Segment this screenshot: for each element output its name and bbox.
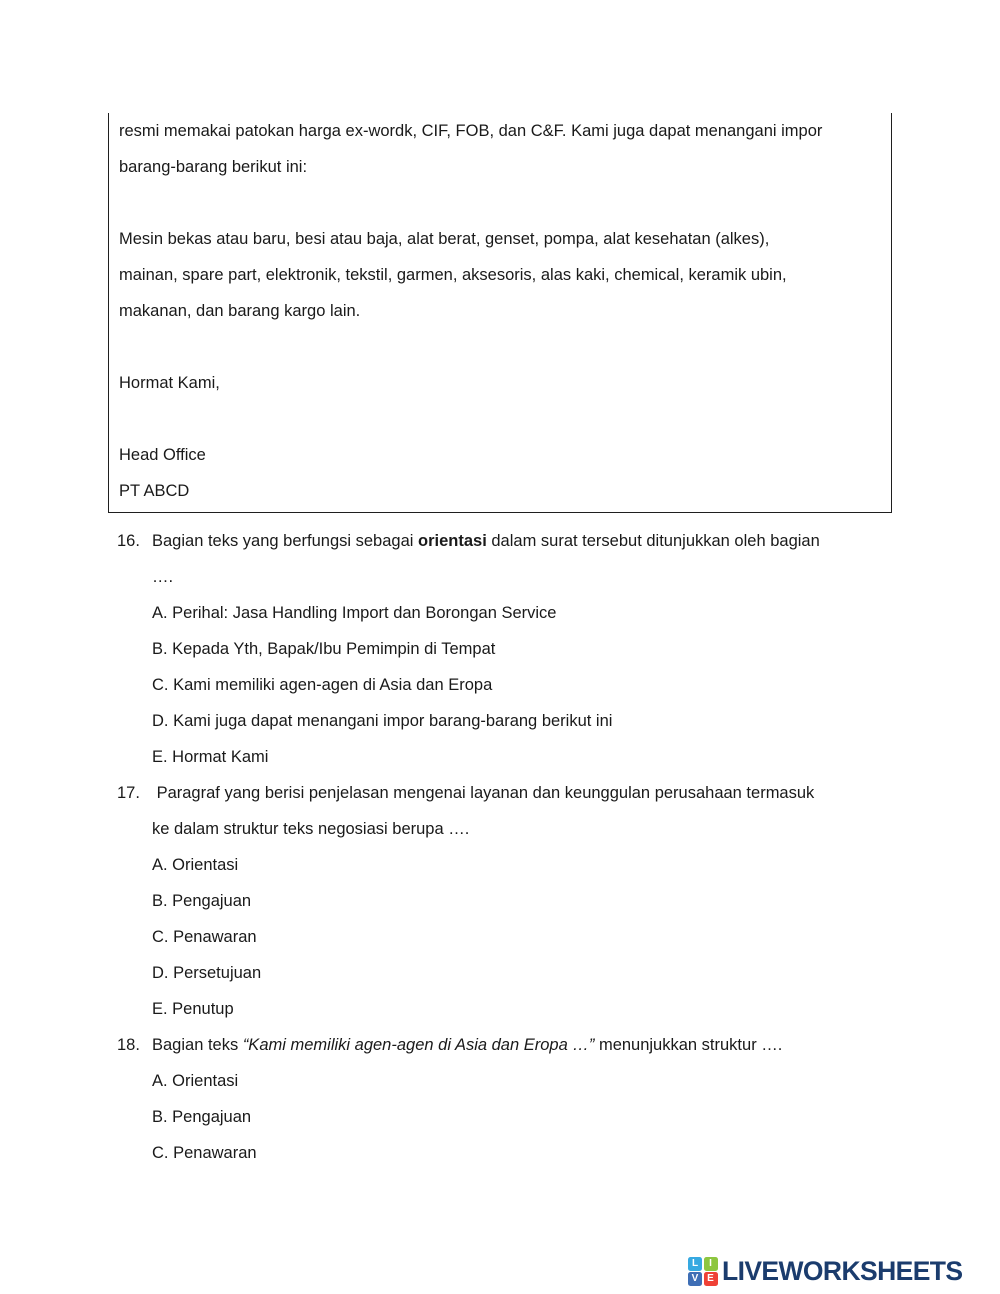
letter-signature-office: Head Office (119, 446, 206, 464)
question-16-head (117, 523, 887, 559)
liveworksheets-wordmark: LIVEWORKSHEETS (722, 1256, 963, 1287)
question-17-option-e[interactable]: E. Penutup (152, 1000, 234, 1018)
question-18-option-b[interactable]: B. Pengajuan (152, 1108, 252, 1126)
question-18-option-c[interactable]: C. Penawaran (152, 1144, 257, 1162)
question-text: Bagian teks yang berfungsi sebagai orientasi dalam surat tersebut ditunjukkan oleh bagian (152, 532, 820, 550)
letter-line: mainan, spare part, elektronik, tekstil, garmen, aksesoris, alas kaki, chemical, keramik ubin, (119, 266, 787, 284)
question-17-option-c[interactable]: C. Penawaran (152, 928, 257, 946)
question-16-option-b[interactable]: B. Kepada Yth, Bapak/Ibu Pemimpin di Tempat (152, 640, 496, 658)
logo-cell-i: I (704, 1257, 718, 1271)
letter-excerpt-box (108, 113, 892, 513)
question-17-option-b[interactable]: B. Pengajuan (152, 892, 252, 910)
question-16-option-d[interactable]: D. Kami juga dapat menangani impor barang-barang berikut ini (152, 712, 613, 730)
logo-cell-e: E (704, 1272, 718, 1286)
question-16-option-a[interactable]: A. Perihal: Jasa Handling Import dan Borongan Service (152, 604, 557, 622)
question-number: 17. (117, 784, 140, 802)
letter-line: Mesin bekas atau baru, besi atau baja, alat berat, genset, pompa, alat kesehatan (alkes), (119, 230, 770, 248)
liveworksheets-logo[interactable] (688, 1254, 962, 1288)
letter-closing: Hormat Kami, (119, 374, 220, 392)
liveworksheets-grid-icon (688, 1257, 718, 1288)
questions-section (117, 523, 887, 1171)
letter-line: barang-barang berikut ini: (119, 158, 308, 176)
letter-line: makanan, dan barang kargo lain. (119, 302, 361, 320)
question-16-option-c[interactable]: C. Kami memiliki agen-agen di Asia dan Eropa (152, 676, 493, 694)
letter-line-blank (119, 401, 891, 437)
logo-cell-l: L (688, 1257, 702, 1271)
question-17-option-a[interactable]: A. Orientasi (152, 856, 239, 874)
question-16-continuation: …. (152, 568, 174, 586)
letter-line: resmi memakai patokan harga ex-wordk, CIF, FOB, dan C&F. Kami juga dapat menangani impor (119, 122, 823, 140)
question-17 (117, 775, 887, 1027)
question-17-continuation: ke dalam struktur teks negosiasi berupa …. (152, 820, 470, 838)
logo-cell-v: V (688, 1272, 702, 1286)
question-17-head (117, 775, 887, 811)
question-16 (117, 523, 887, 775)
question-17-option-d[interactable]: D. Persetujuan (152, 964, 262, 982)
question-18-option-a[interactable]: A. Orientasi (152, 1072, 239, 1090)
question-text: Bagian teks “Kami memiliki agen-agen di Asia dan Eropa …” menunjukkan struktur …. (152, 1036, 783, 1054)
question-number: 18. (117, 1036, 140, 1054)
letter-line-blank (119, 185, 891, 221)
question-text: Paragraf yang berisi penjelasan mengenai layanan dan keunggulan perusahaan termasuk (152, 784, 815, 802)
letter-signature-company: PT ABCD (119, 482, 190, 500)
question-16-option-e[interactable]: E. Hormat Kami (152, 748, 269, 766)
question-18 (117, 1027, 887, 1171)
question-18-head (117, 1027, 887, 1063)
question-number: 16. (117, 532, 140, 550)
letter-line-blank (119, 329, 891, 365)
